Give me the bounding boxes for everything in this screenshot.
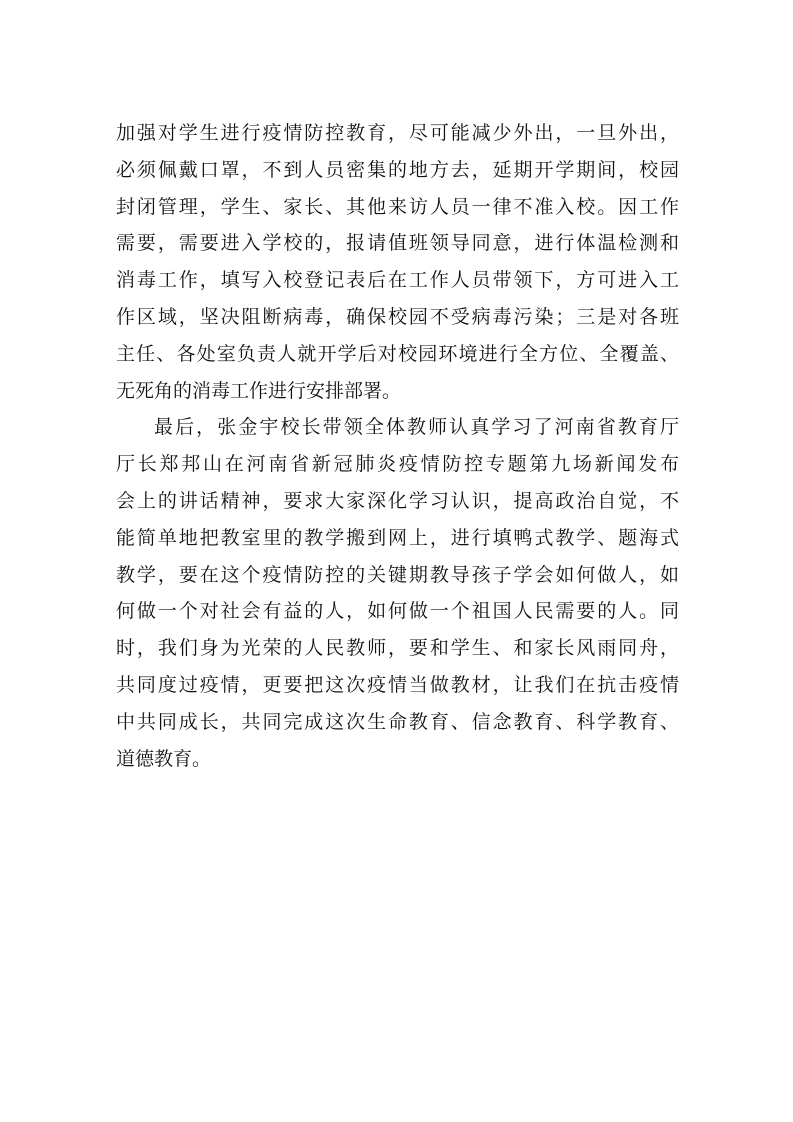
text-line: 中共同成长，共同完成这次生命教育、信念教育、科学教育、 <box>116 710 679 733</box>
text-line: 加强对学生进行疫情防控教育，尽可能减少外出，一旦外出， <box>116 122 679 144</box>
paragraph-final <box>116 409 679 777</box>
paragraph-continuation <box>116 115 679 409</box>
text-line: 教学，要在这个疫情防控的关键期教导孩子学会如何做人，如 <box>116 563 679 586</box>
text-line: 何做一个对社会有益的人，如何做一个祖国人民需要的人。同 <box>116 600 679 623</box>
text-line: 封闭管理，学生、家长、其他来访人员一律不准入校。因工作 <box>116 195 679 218</box>
text-line: 能简单地把教室里的教学搬到网上，进行填鸭式教学、题海式 <box>116 526 679 549</box>
text-line: 主任、各处室负责人就开学后对校园环境进行全方位、全覆盖、 <box>116 342 679 365</box>
text-line: 道德教育。 <box>116 747 212 770</box>
text-line: 时，我们身为光荣的人民教师，要和学生、和家长风雨同舟， <box>116 637 679 660</box>
text-line: 必须佩戴口罩，不到人员密集的地方去，延期开学期间，校园 <box>116 158 679 181</box>
text-line: 作区域，坚决阻断病毒，确保校园不受病毒污染；三是对各班 <box>116 305 679 328</box>
text-line: 需要，需要进入学校的，报请值班领导同意，进行体温检测和 <box>116 232 679 255</box>
text-line: 会上的讲话精神，要求大家深化学习认识，提高政治自觉，不 <box>116 489 679 512</box>
text-line: 厅长郑邦山在河南省新冠肺炎疫情防控专题第九场新闻发布 <box>116 453 679 476</box>
text-line: 最后，张金宇校长带领全体教师认真学习了河南省教育厅 <box>154 416 679 439</box>
document-body <box>116 115 679 777</box>
text-line: 无死角的消毒工作进行安排部署。 <box>116 379 402 402</box>
text-line: 共同度过疫情，更要把这次疫情当做教材，让我们在抗击疫情 <box>116 673 679 696</box>
text-line: 消毒工作，填写入校登记表后在工作人员带领下，方可进入工 <box>116 269 679 292</box>
